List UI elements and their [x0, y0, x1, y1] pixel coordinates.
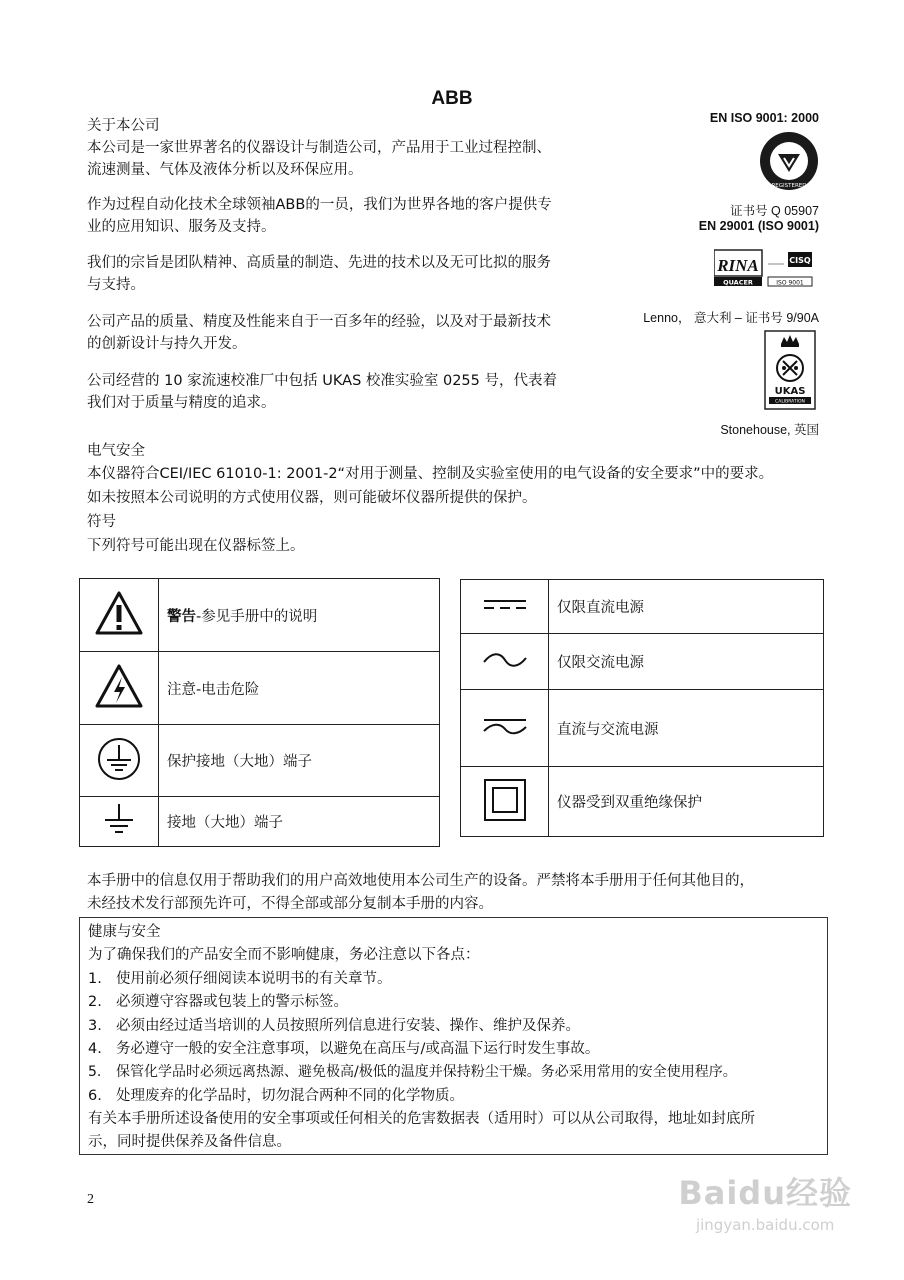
protective-earth-icon: [80, 725, 159, 797]
ac-dc-icon: [461, 690, 549, 767]
list-item: [88, 1084, 464, 1105]
brand-title: ABB: [431, 88, 473, 109]
item-number: 2.: [88, 994, 102, 1010]
dc-icon: [461, 580, 549, 634]
double-insulation-label: 仪器受到双重绝缘保护: [549, 767, 824, 837]
item-text: 务必遵守一般的安全注意事项，以避免在高压与/或高温下运行时发生事故。: [116, 1041, 600, 1057]
health-safety-heading: 健康与安全: [88, 924, 161, 940]
watermark-brand: Baidu经验: [678, 1174, 852, 1212]
symbol-row: [461, 580, 824, 634]
cert-number: 证书号 Q 05907: [730, 204, 819, 218]
stonehouse-cert: Stonehouse, 英国: [720, 423, 819, 437]
list-item: [88, 1014, 580, 1035]
about-paragraph-5: 公司经营的 10 家流速校准厂中包括 UKAS 校准实验室 0255 号，代表着我们对于质量与精度的追求。: [87, 373, 557, 411]
item-text: 保管化学品时必须远离热源、避免极高/极低的温度并保持粉尘干燥。务必采用常用的安全使用程序。: [116, 1064, 737, 1080]
dc-label: 仅限直流电源: [549, 580, 824, 634]
earth-ground-icon: [80, 797, 159, 847]
symbol-row: [80, 579, 440, 652]
health-safety-box: [79, 917, 828, 1155]
symbol-row: [80, 725, 440, 797]
lenno-cert: Lenno， 意大利 – 证书号 9/90A: [643, 311, 819, 325]
manual-notice-line-2: 未经技术发行部预先许可，不得全部或部分复制本手册的内容。: [87, 896, 493, 912]
item-number: 4.: [88, 1041, 102, 1057]
cisq-text: CISQ: [789, 256, 811, 265]
list-item: [88, 1061, 737, 1081]
symbol-label: [159, 579, 440, 652]
registered-text: REGISTERED: [771, 183, 807, 189]
item-text: 必须遵守容器或包装上的警示标签。: [116, 994, 348, 1010]
symbols-intro: 下列符号可能出现在仪器标签上。: [87, 538, 305, 554]
health-safety-footer-1: 有关本手册所述设备使用的安全事项或任何相关的危害数据表（适用时）可以从公司取得，地址如封底所: [88, 1111, 755, 1127]
protective-earth-label: 保护接地（大地）端子: [159, 725, 440, 797]
list-item: [88, 990, 348, 1011]
symbols-heading: 符号: [87, 514, 116, 530]
symbol-row: [80, 797, 440, 847]
electrical-line-2: 如未按照本公司说明的方式使用仪器，则可能破坏仪器所提供的保护。: [87, 490, 537, 506]
iso9001-small-text: ISO 9001: [776, 279, 804, 287]
symbol-row: [461, 690, 824, 767]
earth-label: 接地（大地）端子: [159, 797, 440, 847]
baidu-watermark: [678, 1168, 852, 1234]
rina-text: RINA: [717, 256, 759, 275]
item-text: 处理废弃的化学品时，切勿混合两种不同的化学物质。: [116, 1088, 464, 1104]
electric-shock-icon: [80, 652, 159, 725]
warning-label-bold: 警告: [167, 608, 196, 625]
warning-label: -参见手册中的说明: [196, 608, 318, 625]
page-number: 2: [87, 1192, 94, 1207]
shock-label: 注意-电击危险: [159, 652, 440, 725]
warning-triangle-icon: [80, 579, 159, 652]
symbol-row: [461, 634, 824, 690]
item-number: 5.: [88, 1064, 102, 1080]
item-number: 3.: [88, 1018, 102, 1034]
item-number: 1.: [88, 971, 102, 987]
list-item: [88, 1037, 599, 1058]
rina-cisq-logo: [714, 248, 814, 288]
about-paragraph-1: 本公司是一家世界著名的仪器设计与制造公司，产品用于工业过程控制、流速测量、气体及液体分析以及环保应用。: [87, 140, 551, 178]
registered-logo: [758, 130, 820, 192]
symbol-row: [80, 652, 440, 725]
about-paragraph-4: 公司产品的质量、精度及性能来自于一百多年的经验，以及对于最新技术的创新设计与持久开发。: [87, 314, 551, 352]
ac-dc-label: 直流与交流电源: [549, 690, 824, 767]
health-safety-intro: 为了确保我们的产品安全而不影响健康，务必注意以下各点：: [88, 947, 480, 963]
calibration-text: CALIBRATION: [775, 399, 805, 405]
about-paragraph-2: 作为过程自动化技术全球领袖ABB的一员，我们为世界各地的客户提供专业的应用知识、服务及支持。: [87, 197, 552, 235]
ukas-text: UKAS: [774, 386, 806, 397]
electrical-heading: 电气安全: [87, 443, 145, 459]
electrical-line-1: 本仪器符合CEI/IEC 61010-1: 2001-2“对用于测量、控制及实验室使用的电气设备的安全要求”中的要求。: [87, 466, 774, 482]
symbols-table-right: [460, 579, 824, 837]
symbols-table-left: [79, 578, 440, 847]
en29001-label: EN 29001 (ISO 9001): [698, 219, 819, 233]
about-heading: 关于本公司: [87, 118, 160, 134]
ac-icon: [461, 634, 549, 690]
watermark-url: jingyan.baidu.com: [695, 1216, 835, 1234]
iso9001-label: EN ISO 9001: 2000: [709, 111, 819, 125]
health-safety-footer-2: 示，同时提供保养及备件信息。: [88, 1134, 291, 1150]
about-paragraph-3: 我们的宗旨是团队精神、高质量的制造、先进的技术以及无可比拟的服务与支持。: [87, 255, 551, 293]
list-item: [88, 967, 392, 988]
ukas-logo: [764, 330, 816, 410]
manual-notice-line-1: 本手册中的信息仅用于帮助我们的用户高效地使用本公司生产的设备。严禁将本手册用于任何其他目的，: [87, 873, 754, 889]
item-number: 6.: [88, 1088, 102, 1104]
symbol-row: [461, 767, 824, 837]
item-text: 必须由经过适当培训的人员按照所列信息进行安装、操作、维护及保养。: [116, 1018, 580, 1034]
ac-label: 仅限交流电源: [549, 634, 824, 690]
item-text: 使用前必须仔细阅读本说明书的有关章节。: [116, 971, 392, 987]
quacer-text: QUACER: [723, 278, 753, 287]
double-insulation-icon: [461, 767, 549, 837]
